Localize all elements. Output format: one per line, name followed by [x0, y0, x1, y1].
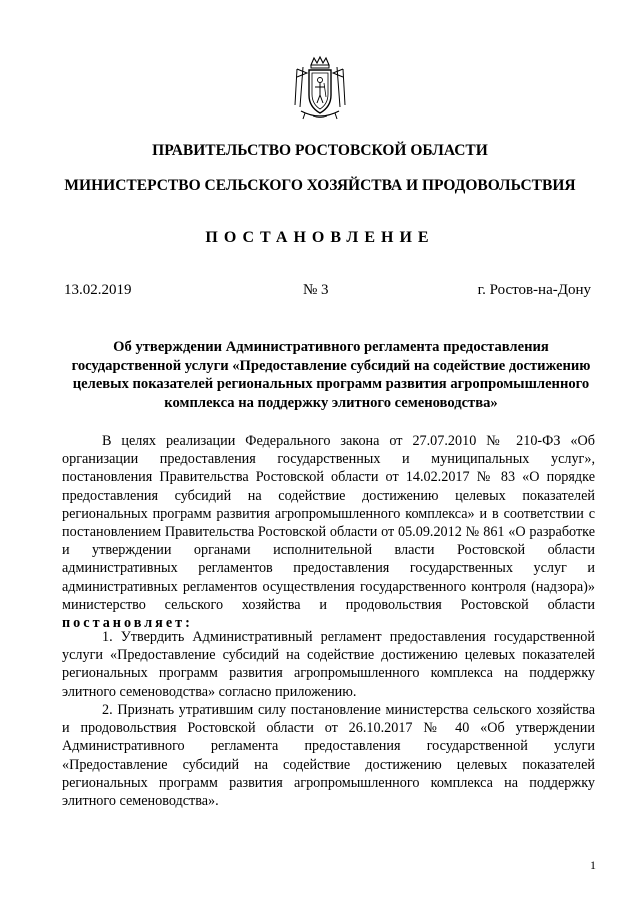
government-heading: ПРАВИТЕЛЬСТВО РОСТОВСКОЙ ОБЛАСТИ	[152, 142, 488, 159]
item-1-paragraph: 1. Утвердить Административный регламент предоставления государственной услуги «Предоставление субсидий на содействие достижению целевых показателей региональных программ развития агропромышленного комплекса на поддержку элитного семеноводства» согласно приложению.	[62, 629, 595, 700]
document-date: 13.02.2019	[64, 282, 132, 298]
document-place: г. Ростов-на-Дону	[477, 282, 591, 298]
document-number: № 3	[303, 282, 329, 298]
item-2-paragraph: 2. Признать утратившим силу постановление министерства сельского хозяйства и продовольствия Ростовской области от 26.10.2017 № 40 «Об утверждении Административного регламента предоставления государственной услуги «Предоставление субсидий на содействие достижению целевых показателей региональных программ развития агропромышленного комплекса на поддержку элитного семеноводства».	[62, 702, 595, 810]
document-type-heading: ПОСТАНОВЛЕНИЕ	[205, 229, 435, 246]
coat-of-arms-icon	[291, 55, 349, 123]
page-number: 1	[590, 858, 596, 872]
document-title: Об утверждении Административного регламента предоставления государственной услуги «Предоставление субсидий на содействие достижению целевых показателей региональных программ развития агропромышленного комплекса на поддержку элитного семеноводства»	[71, 339, 591, 411]
preamble-paragraph	[62, 432, 595, 632]
ministry-heading: МИНИСТЕРСТВО СЕЛЬСКОГО ХОЗЯЙСТВА И ПРОДОВОЛЬСТВИЯ	[64, 177, 576, 194]
resolves-word: постановляет:	[62, 615, 193, 632]
preamble-text: В целях реализации Федерального закона от 27.07.2010 № 210-ФЗ «Об организации предоставления государственных и муниципальных услуг», постановления Правительства Ростовской области от 14.02.2017 № 83 «О порядке предоставления субсидий на содействие достижению целевых показателей региональных программ развития агропромышленного комплекса» и в соответствии с постановлением Правительства Ростовской области от 05.09.2012 № 861 «О разработке и утверждении органами исполнительной власти Ростовской области административных регламентов предоставления государственных услуг и административных регламентов осуществления государственного контроля (надзора)» министерство сельского хозяйства и продовольствия Ростовской области	[62, 433, 595, 613]
